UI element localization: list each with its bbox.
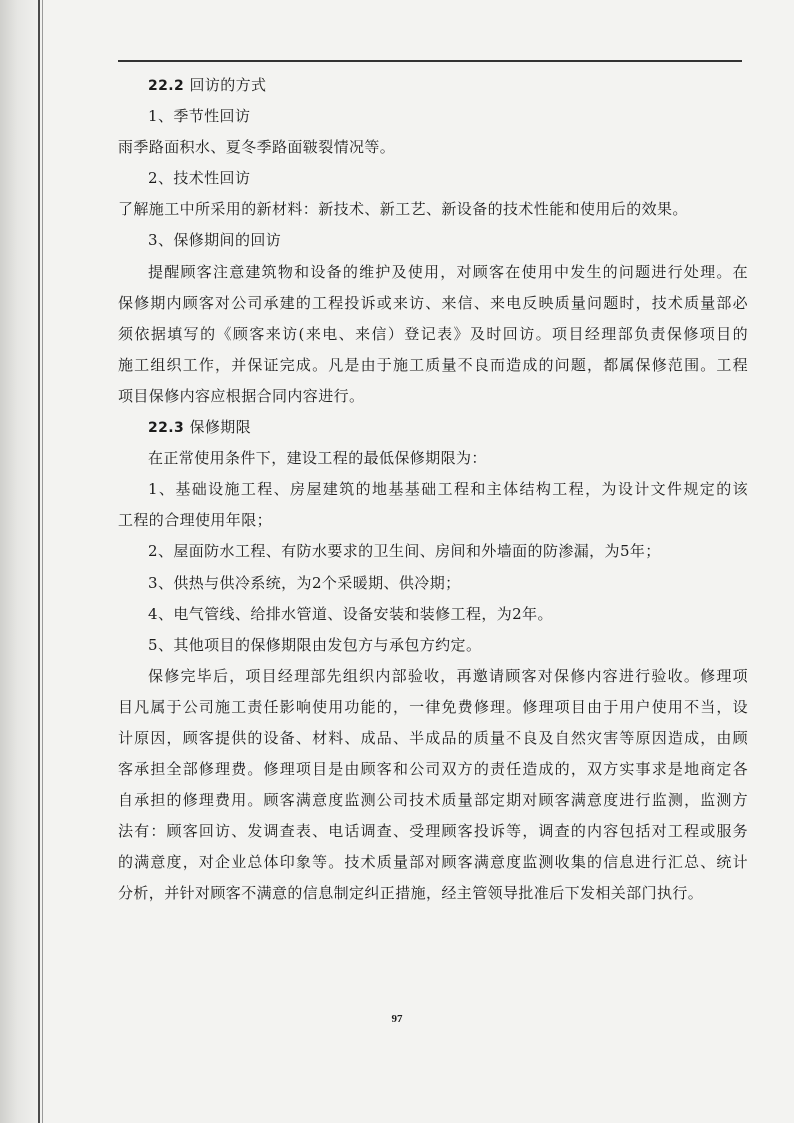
header-rule [118,60,742,62]
list-item: 5、其他项目的保修期限由发包方与承包方约定。 [148,635,482,654]
paragraph-line: 项目保修内容应根据合同内容进行。 [118,386,365,405]
paragraph-line: 自承担的修理费用。顾客满意度监测公司技术质量部定期对顾客满意度进行监测，监测方 [118,791,748,810]
section-title: 回访的方式 [189,76,267,94]
list-item: 2、屋面防水工程、有防水要求的卫生间、房间和外墙面的防渗漏，为5年； [148,542,661,561]
paragraph-line: 施工组织工作，并保证完成。凡是由于施工质量不良而造成的问题，都属保修范围。工程 [118,355,748,374]
list-item: 1、基础设施工程、房屋建筑的地基基础工程和主体结构工程，为设计文件规定的该 [148,480,748,499]
binding-edge [38,0,40,1123]
section-heading-22-2 [118,70,748,101]
paragraph-line: 了解施工中所采用的新材料：新技术、新工艺、新设备的技术性能和使用后的效果。 [118,200,688,219]
paragraph-line: 计原因，顾客提供的设备、材料、成品、半成品的质量不良及自然灾害等原因造成，由顾 [118,728,748,747]
document-body [118,70,748,910]
list-item: 3、保修期间的回访 [148,231,282,250]
section-number: 22.3 [148,420,185,437]
paragraph-line: 工程的合理使用年限； [118,511,273,530]
paragraph-line: 雨季路面积水、夏冬季路面皲裂情况等。 [118,138,396,157]
paragraph-line: 客承担全部修理费。修理项目是由顾客和公司双方的责任造成的，双方实事求是地商定各 [118,760,748,779]
paragraph-line: 提醒顾客注意建筑物和设备的维护及使用，对顾客在使用中发生的问题进行处理。在 [148,262,748,281]
list-item: 1、季节性回访 [148,107,251,126]
section-number: 22.2 [148,78,185,94]
section-heading-22-3 [118,412,748,443]
paragraph-line: 法有：顾客回访、发调查表、电话调查、受理顾客投诉等，调查的内容包括对工程或服务 [118,822,748,841]
paragraph-line: 目凡属于公司施工责任影响使用功能的，一律免费修理。修理项目由于用户使用不当，设 [118,697,748,716]
paragraph-line: 须依据填写的《顾客来访(来电、来信）登记表》及时回访。项目经理部负责保修项目的 [118,324,748,343]
page-number: 97 [391,1013,403,1025]
section-title: 保修期限 [189,418,252,437]
paragraph-line: 的满意度，对企业总体印象等。技术质量部对顾客满意度监测收集的信息进行汇总、统计 [118,853,748,872]
binding-edge-inner [42,0,43,1123]
list-item: 4、电气管线、给排水管道、设备安装和装修工程，为2年。 [148,604,553,623]
list-item: 3、供热与供冷系统，为2个采暖期、供冷期； [148,573,461,592]
paragraph-line: 在正常使用条件下，建设工程的最低保修期限为： [148,449,487,468]
paragraph-line: 保修期内顾客对公司承建的工程投诉或来访、来信、来电反映质量问题时，技术质量部必 [118,293,748,312]
list-item: 2、技术性回访 [148,169,251,188]
paragraph-line: 分析，并针对顾客不满意的信息制定纠正措施，经主管领导批准后下发相关部门执行。 [118,884,704,903]
paragraph-line: 保修完毕后，项目经理部先组织内部验收，再邀请顾客对保修内容进行验收。修理项 [148,666,748,685]
